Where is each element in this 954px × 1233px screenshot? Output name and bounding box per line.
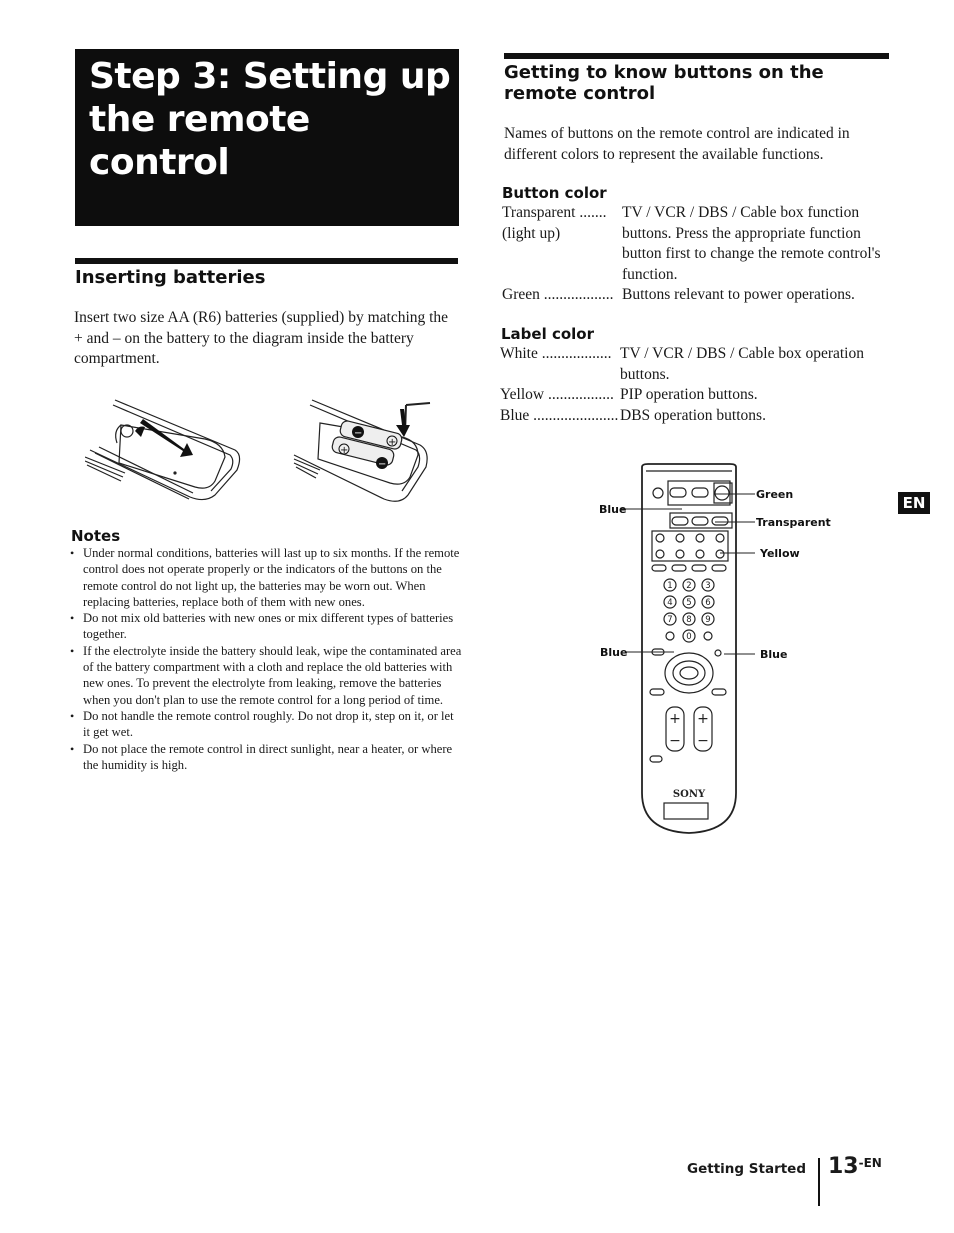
page-number [828, 1154, 882, 1179]
callout-transparent: Transparent [756, 516, 831, 529]
title-block [75, 49, 459, 226]
term-transparent: Transparent ....... [502, 204, 607, 221]
keypad-digit: 8 [686, 615, 692, 625]
label-color-list [500, 344, 890, 426]
svg-text:−: − [697, 733, 709, 749]
term-yellow: Yellow ................. [500, 386, 614, 403]
page-number-suffix: -EN [858, 1156, 882, 1170]
callout-blue-right: Blue [760, 648, 788, 661]
svg-text:−: − [669, 733, 681, 749]
notes-list [70, 545, 462, 773]
note-item: • If the electrolyte inside the battery should leak, wipe the contaminated area of the battery compartment with a cloth and replace the old batteries with new ones. To prevent the electrolyte from leaking, remove the batteries when you don't plan to use the remote control for a long period of time. [70, 643, 462, 708]
buttons-intro: Names of buttons on the remote control are indicated in different colors to represent the available functions. [504, 125, 850, 163]
keypad-digit: 2 [686, 581, 692, 591]
callout-green: Green [756, 488, 794, 501]
footer-section-name: Getting Started [687, 1161, 806, 1177]
note-item: • Under normal conditions, batteries will last up to six months. If the remote control does not operate properly or the indicators of the buttons on the remote control do not light up, the batteries may be worn out. When replacing batteries, replace both of them with new ones. [70, 545, 462, 610]
keypad-digit: 5 [686, 598, 692, 608]
section-rule-batteries [75, 258, 458, 264]
svg-text:+: + [340, 445, 349, 456]
desc-blue: DBS operation buttons. [620, 406, 766, 424]
heading-inserting-batteries: Inserting batteries [75, 267, 266, 288]
callout-yellow: Yellow [760, 547, 800, 560]
battery-cover-illustration [85, 395, 245, 510]
button-color-heading: Button color [502, 184, 607, 202]
keypad-digit: 0 [686, 632, 692, 642]
keypad-digit: 9 [705, 615, 711, 625]
svg-text:−: − [354, 428, 363, 439]
term-light-up: (light up) [502, 224, 561, 242]
button-color-row [502, 285, 892, 306]
svg-text:+: + [669, 711, 681, 727]
term-white: White .................. [500, 345, 612, 362]
page-number-value: 13 [828, 1154, 859, 1179]
notes-heading: Notes [71, 527, 121, 545]
section-rule-buttons [504, 53, 889, 59]
heading-getting-to-know-buttons: Getting to know buttons on the remote control [504, 62, 824, 104]
language-tab: EN [898, 492, 930, 514]
desc-white: TV / VCR / DBS / Cable box operation buttons. [620, 345, 864, 383]
svg-text:+: + [388, 437, 397, 448]
svg-text:+: + [697, 711, 709, 727]
batteries-intro: Insert two size AA (R6) batteries (supplied) by matching the + and – on the battery to the diagram inside the battery compartment. [74, 309, 449, 367]
note-item: • Do not place the remote control in direct sunlight, near a heater, or where the humidity is high. [70, 741, 462, 774]
term-blue: Blue ...................... [500, 406, 619, 424]
keypad-digit: 3 [705, 581, 711, 591]
keypad-digit: 1 [667, 581, 673, 591]
desc-yellow: PIP operation buttons. [620, 386, 758, 403]
remote-brand: SONY [672, 789, 706, 800]
button-color-row [502, 203, 892, 285]
desc-green: Buttons relevant to power operations. [622, 286, 855, 303]
button-color-list [502, 203, 892, 306]
footer-divider [818, 1158, 820, 1206]
keypad-digit: 4 [667, 598, 673, 608]
desc-transparent: TV / VCR / DBS / Cable box function buttons. Press the appropriate function button first to change the remote control's function. [622, 204, 881, 283]
callout-lines [620, 480, 780, 670]
label-color-row [500, 406, 890, 427]
keypad-digit: 7 [667, 615, 673, 625]
label-color-heading: Label color [501, 325, 594, 343]
page-title: Step 3: Setting up the remote control [89, 56, 451, 183]
note-item: • Do not mix old batteries with new ones or mix different types of batteries together. [70, 610, 462, 643]
label-color-row [500, 385, 890, 406]
callout-blue-left-bottom: Blue [600, 646, 628, 659]
label-color-row [500, 344, 890, 385]
battery-insert-illustration [290, 395, 435, 510]
callout-blue-left-top: Blue [599, 503, 627, 516]
note-item: • Do not handle the remote control roughly. Do not drop it, step on it, or let it get wet. [70, 708, 462, 741]
keypad-digit: 6 [705, 598, 711, 608]
svg-text:−: − [378, 459, 387, 470]
term-green: Green .................. [502, 286, 614, 303]
